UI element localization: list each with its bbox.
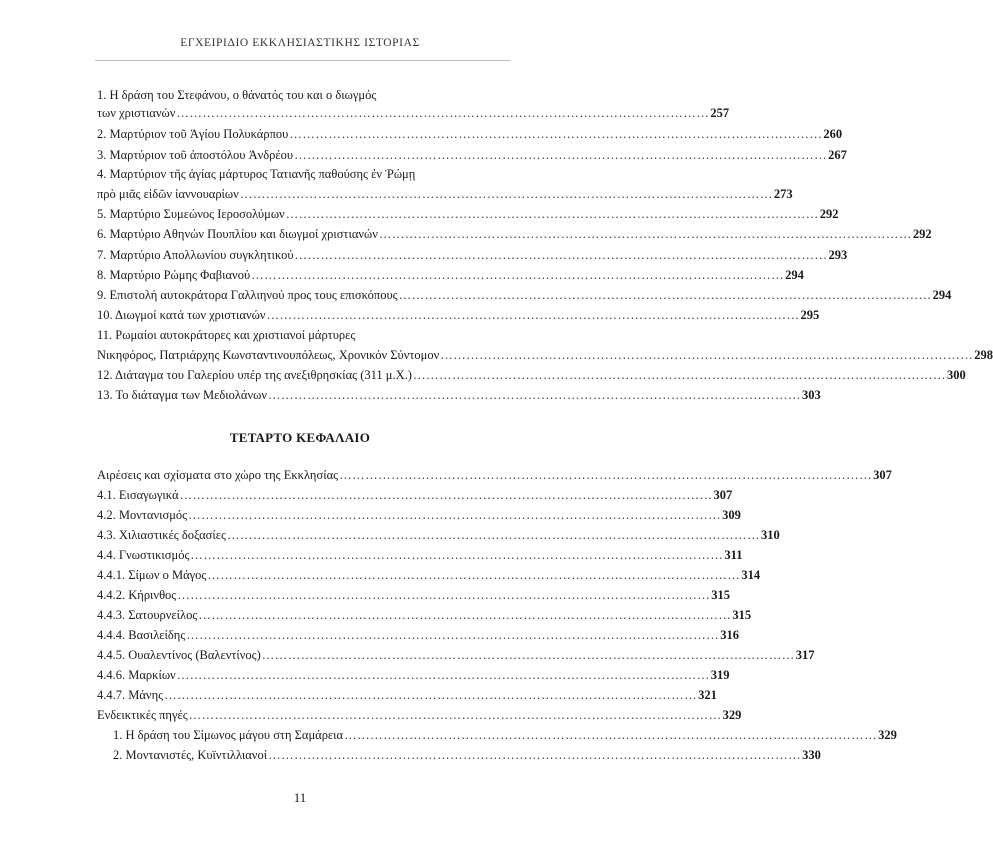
- toc-entry-page: 303: [801, 388, 821, 402]
- toc-entry-page: 319: [710, 668, 730, 682]
- toc-entry: [97, 247, 848, 263]
- toc-entry-text: των χριστιανών: [97, 106, 176, 120]
- dot-leader: ……………………………………………………………………………………………………………: [268, 748, 802, 762]
- dot-leader: ……………………………………………………………………………………………………………: [294, 148, 828, 162]
- toc-entry: [97, 467, 892, 483]
- toc-entry: [97, 667, 730, 683]
- page-number: 11: [293, 790, 307, 805]
- dot-leader: ……………………………………………………………………………………………………………: [188, 708, 722, 722]
- toc-entry-text: 6. Μαρτύριο Αθηνών Πουπλίου και διωγμοί χριστιανών: [97, 227, 378, 241]
- dot-leader: ……………………………………………………………………………………………………………: [344, 728, 878, 742]
- toc-entry-text: 4.2. Μοντανισμός: [97, 508, 188, 522]
- toc-entry-page: 330: [802, 748, 821, 762]
- chapter-heading: ΤΕΤΑΡΤΟ ΚΕΦΑΛΑΙΟ: [229, 430, 371, 445]
- toc-entry-page: 273: [773, 187, 793, 201]
- dot-leader: ……………………………………………………………………………………………………………: [177, 588, 711, 602]
- toc-entry-text: 4. Μαρτύριον τῆς ἁγίας μάρτυρος Τατιανῆς παθούσης ἐν Ῥώμῃ: [97, 167, 416, 181]
- toc-entry-page: 294: [785, 268, 804, 282]
- toc-entry-text: 4.4.4. Βασιλείδης: [97, 628, 186, 642]
- toc-entry: [97, 687, 717, 703]
- toc-entry-text: 12. Διάταγμα του Γαλερίου υπέρ της ανεξιθρησκίας (311 μ.Χ.): [97, 368, 412, 382]
- dot-leader: ……………………………………………………………………………………………………………: [440, 348, 974, 362]
- toc-entry: [97, 347, 993, 363]
- toc-entry: [97, 147, 847, 163]
- toc-entry-page: 267: [828, 148, 847, 162]
- running-head: ΕΓΧΕΙΡΙΔΙΟ ΕΚΚΛΗΣΙΑΣΤΙΚΗΣ ΙΣΤΟΡΙΑΣ: [180, 37, 420, 49]
- dot-leader: ……………………………………………………………………………………………………………: [164, 688, 698, 702]
- dot-leader: ……………………………………………………………………………………………………………: [190, 548, 724, 562]
- toc-entry: [97, 186, 793, 202]
- toc-entry-page: 316: [720, 628, 740, 642]
- toc-entry: [97, 367, 966, 383]
- toc-entry-page: 295: [800, 308, 820, 322]
- toc-entry-page: 329: [878, 728, 897, 742]
- dot-leader: ……………………………………………………………………………………………………………: [176, 668, 710, 682]
- toc-entry: [97, 607, 752, 623]
- toc-entry-text: πρὸ μιᾶς εἰδῶν ἰαννουαρίων: [97, 187, 239, 201]
- toc-entry-text: 4.4.5. Ουαλεντίνος (Βαλεντίνος): [97, 648, 261, 662]
- toc-entry: [97, 567, 761, 583]
- toc-entry: [97, 507, 741, 523]
- dot-leader: ……………………………………………………………………………………………………………: [398, 288, 932, 302]
- dot-leader: ……………………………………………………………………………………………………………: [412, 368, 946, 382]
- toc-entry-text: 4.4. Γνωστικισμός: [97, 548, 190, 562]
- dot-leader: ……………………………………………………………………………………………………………: [285, 207, 819, 221]
- toc-entry: [97, 587, 731, 603]
- toc-entry-text: 4.4.3. Σατουρνείλος: [97, 608, 198, 622]
- toc-entry-page: 307: [873, 468, 892, 482]
- toc-entry: [97, 267, 804, 283]
- toc-entry: [97, 707, 742, 723]
- toc-entry-page: 294: [932, 288, 952, 302]
- dot-leader: ……………………………………………………………………………………………………………: [289, 127, 823, 141]
- toc-entry: [97, 226, 932, 242]
- toc-entry: [97, 647, 815, 663]
- toc-entry: [97, 487, 733, 503]
- toc-entry-text: 4.4.7. Μάνης: [97, 688, 164, 702]
- toc-entry: [97, 327, 355, 343]
- toc-entry: [97, 126, 843, 142]
- toc-entry-text: 2. Μοντανιστές, Κυϊντιλλιανοί: [113, 748, 268, 762]
- toc-entry: [97, 87, 376, 103]
- dot-leader: ……………………………………………………………………………………………………………: [339, 468, 873, 482]
- dot-leader: ……………………………………………………………………………………………………………: [188, 508, 722, 522]
- dot-leader: ……………………………………………………………………………………………………………: [179, 488, 713, 502]
- toc-entry-text: 2. Μαρτύριον τοῦ Ἁγίου Πολυκάρπου: [97, 127, 289, 141]
- header-rule: [95, 60, 510, 61]
- toc-entry-page: 321: [698, 688, 717, 702]
- toc-entry-page: 310: [760, 528, 780, 542]
- toc-entry-text: 5. Μαρτύριο Συμεώνος Ιεροσολύμων: [97, 207, 285, 221]
- dot-leader: ……………………………………………………………………………………………………………: [186, 628, 720, 642]
- toc-entry-text: 4.4.2. Κήρινθος: [97, 588, 177, 602]
- dot-leader: ……………………………………………………………………………………………………………: [378, 227, 912, 241]
- toc-entry-page: 311: [724, 548, 743, 562]
- toc-entry-text: 10. Διωγμοί κατά των χριστιανών: [97, 308, 266, 322]
- dot-leader: ……………………………………………………………………………………………………………: [207, 568, 741, 582]
- toc-entry-text: Νικηφόρος, Πατριάρχης Κωνσταντινουπόλεως, Χρονικόν Σύντομον: [97, 348, 440, 362]
- toc-entry-text: 4.4.6. Μαρκίων: [97, 668, 176, 682]
- toc-entry-text: 8. Μαρτύριο Ρώμης Φαβιανού: [97, 268, 251, 282]
- dot-leader: ……………………………………………………………………………………………………………: [198, 608, 732, 622]
- toc-entry-text: 1. Η δράση του Στεφάνου, ο θάνατός του και ο διωγμός: [97, 88, 377, 102]
- toc-entry-text: 3. Μαρτύριον τοῦ ἀποστόλου Ἀνδρέου: [97, 148, 294, 162]
- toc-entry-page: 293: [828, 248, 848, 262]
- toc-entry-text: 4.1. Εισαγωγικά: [97, 488, 179, 502]
- toc-entry: [97, 387, 821, 403]
- toc-entry-page: 260: [823, 127, 843, 141]
- toc-entry-page: 292: [819, 207, 839, 221]
- dot-leader: ……………………………………………………………………………………………………………: [261, 648, 795, 662]
- toc-entry: [97, 547, 743, 563]
- dot-leader: ……………………………………………………………………………………………………………: [294, 248, 828, 262]
- toc-entry-page: 315: [732, 608, 752, 622]
- toc-entry-page: 257: [710, 106, 730, 120]
- toc-entry-page: 300: [946, 368, 966, 382]
- toc-entry-page: 309: [722, 508, 741, 522]
- toc-entry-page: 307: [713, 488, 733, 502]
- toc-entry-page: 329: [722, 708, 742, 722]
- toc-entry: [97, 527, 780, 543]
- toc-entry: [113, 727, 897, 743]
- toc-entry-text: 4.4.1. Σίμων ο Μάγος: [97, 568, 207, 582]
- toc-entry-page: 298: [974, 348, 993, 362]
- toc-entry: [97, 166, 415, 182]
- dot-leader: ……………………………………………………………………………………………………………: [226, 528, 760, 542]
- toc-entry: [97, 307, 820, 323]
- toc-entry-text: 9. Επιστολή αυτοκράτορα Γαλλιηνού προς τους επισκόπους: [97, 288, 398, 302]
- toc-entry-text: 7. Μαρτύριο Απολλωνίου συγκλητικού: [97, 248, 294, 262]
- dot-leader: ……………………………………………………………………………………………………………: [176, 106, 710, 120]
- toc-entry: [97, 206, 839, 222]
- toc-entry-text: 13. Το διάταγμα των Μεδιολάνων: [97, 388, 267, 402]
- toc-entry: [97, 627, 740, 643]
- dot-leader: ……………………………………………………………………………………………………………: [239, 187, 773, 201]
- dot-leader: ……………………………………………………………………………………………………………: [251, 268, 785, 282]
- toc-entry-page: 292: [912, 227, 932, 241]
- toc-entry: [97, 287, 952, 303]
- toc-entry-page: 317: [795, 648, 815, 662]
- toc-entry: [113, 747, 821, 763]
- dot-leader: ……………………………………………………………………………………………………………: [267, 388, 801, 402]
- toc-entry-text: Αιρέσεις και σχίσματα στο χώρο της Εκκλησίας: [97, 468, 339, 482]
- toc-entry-page: 314: [741, 568, 761, 582]
- toc-entry-text: 4.3. Χιλιαστικές δοξασίες: [97, 528, 226, 542]
- toc-entry: [97, 105, 730, 121]
- toc-entry-text: Ενδεικτικές πηγές: [97, 708, 188, 722]
- toc-entry-text: 11. Ρωμαίοι αυτοκράτορες και χριστιανοί μάρτυρες: [97, 328, 356, 342]
- toc-entry-page: 315: [711, 588, 731, 602]
- toc-entry-text: 1. Η δράση του Σίμωνος μάγου στη Σαμάρεια: [113, 728, 344, 742]
- dot-leader: ……………………………………………………………………………………………………………: [266, 308, 800, 322]
